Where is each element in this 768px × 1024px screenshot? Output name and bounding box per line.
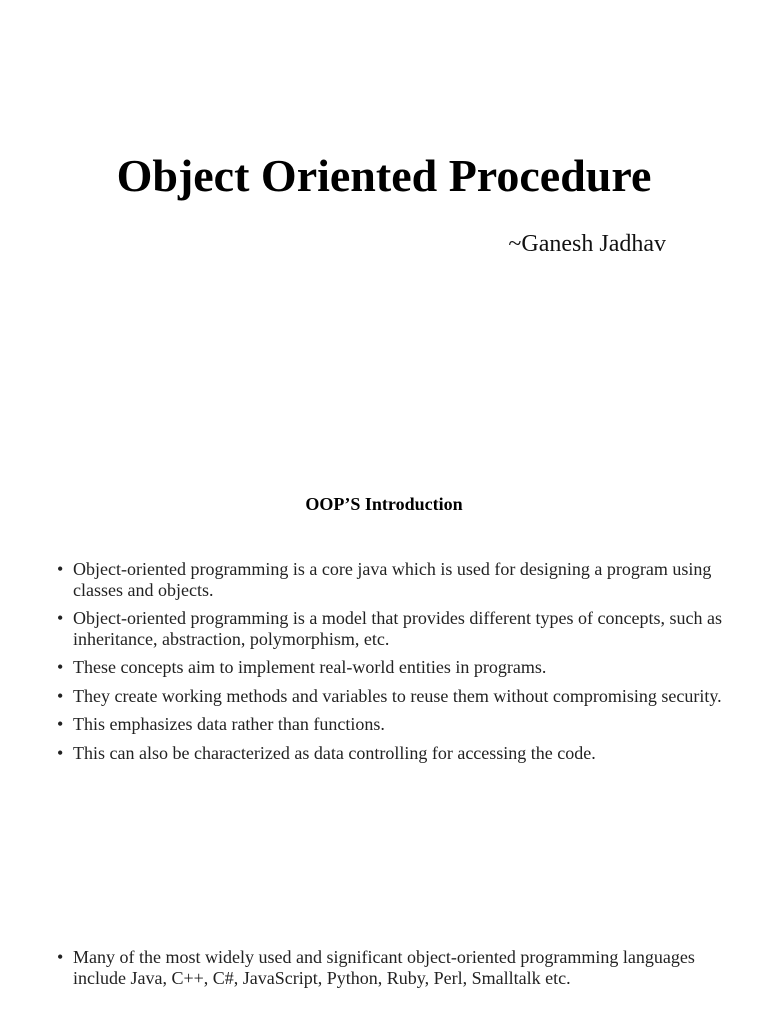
bullet-icon: • bbox=[57, 559, 64, 579]
list-item-text: They create working methods and variables to reuse them without compromising security. bbox=[73, 685, 722, 706]
list-item bbox=[57, 657, 722, 678]
list-item bbox=[57, 686, 722, 707]
list-item-text: This can also be characterized as data controlling for accessing the code. bbox=[73, 742, 596, 763]
bullet-icon: • bbox=[57, 742, 64, 763]
bullet-icon: • bbox=[57, 685, 64, 706]
list-item bbox=[57, 559, 722, 600]
section-heading: OOP’S Introduction bbox=[305, 494, 463, 514]
list-item bbox=[57, 714, 722, 735]
bullet-icon: • bbox=[57, 608, 64, 628]
list-item-text: Many of the most widely used and significant object-oriented programming languages include Java, C++, C#, JavaScript, Python, Ruby, Perl, Smalltalk etc. bbox=[73, 947, 695, 988]
list-item-text: Object-oriented programming is a core java which is used for designing a program using classes and objects. bbox=[73, 559, 712, 600]
bullet-icon: • bbox=[57, 714, 64, 734]
bullet-icon: • bbox=[57, 947, 64, 967]
bullet-icon: • bbox=[57, 657, 64, 677]
list-item-text: Object-oriented programming is a model that provides different types of concepts, such as inheritance, abstraction, polymorphism, etc. bbox=[73, 608, 722, 649]
bullet-list-bottom bbox=[57, 947, 722, 996]
list-item bbox=[57, 947, 722, 988]
bullet-list bbox=[57, 559, 722, 771]
author-name: ~Ganesh Jadhav bbox=[508, 231, 666, 257]
list-item bbox=[57, 743, 722, 764]
document-title: Object Oriented Procedure bbox=[116, 150, 652, 201]
list-item bbox=[57, 608, 722, 649]
list-item-text: This emphasizes data rather than functions. bbox=[73, 714, 385, 734]
list-item-text: These concepts aim to implement real-world entities in programs. bbox=[73, 657, 547, 677]
